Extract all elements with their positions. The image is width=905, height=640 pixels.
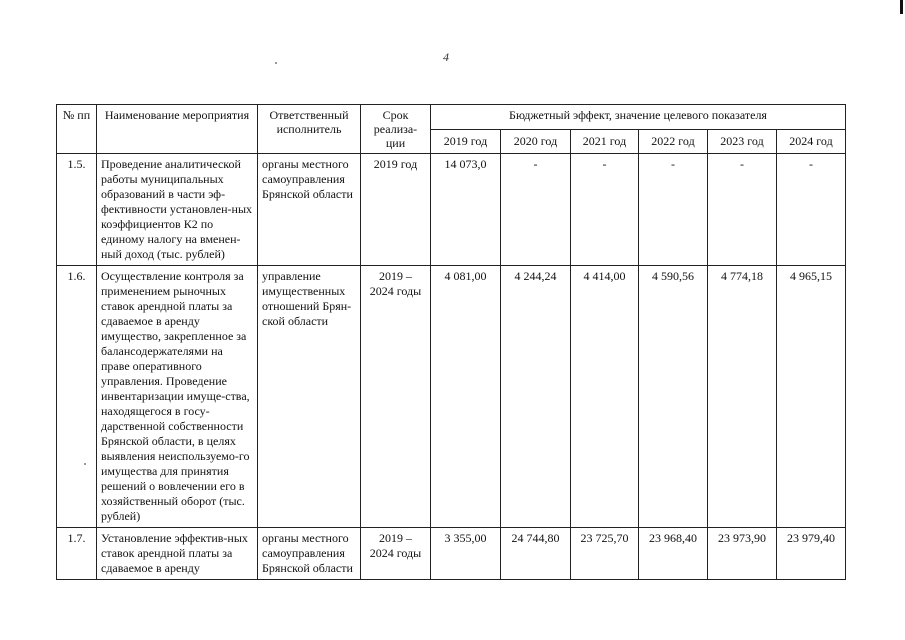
row-num: 1.7. bbox=[57, 528, 97, 580]
header-row bbox=[57, 105, 846, 130]
row-value: 23 725,70 bbox=[571, 528, 639, 580]
row-value: 3 355,00 bbox=[431, 528, 501, 580]
row-value: 4 590,56 bbox=[639, 266, 708, 528]
row-executor: управление имущественных отношений Брян-ской области bbox=[258, 266, 361, 528]
header-year: 2021 год bbox=[571, 129, 639, 154]
header-year: 2024 год bbox=[777, 129, 846, 154]
row-name: Установление эффектив-ных ставок арендной платы за сдаваемое в аренду bbox=[97, 528, 258, 580]
row-term: 2019 год bbox=[361, 154, 431, 266]
row-executor: органы местного самоуправления Брянской области bbox=[258, 528, 361, 580]
header-year: 2020 год bbox=[501, 129, 571, 154]
header-year: 2019 год bbox=[431, 129, 501, 154]
header-year: 2022 год bbox=[639, 129, 708, 154]
row-name: Проведение аналитической работы муниципальных образований в части эф-фективности установлен-ных коэффициентов К2 по единому налогу на вменен-ный доход (тыс. рублей) bbox=[97, 154, 258, 266]
row-value: 4 774,18 bbox=[708, 266, 777, 528]
row-num: 1.6. bbox=[57, 266, 97, 528]
row-executor: органы местного самоуправления Брянской области bbox=[258, 154, 361, 266]
row-value: - bbox=[708, 154, 777, 266]
budget-effect-table bbox=[56, 104, 846, 580]
row-value: - bbox=[501, 154, 571, 266]
row-value: 24 744,80 bbox=[501, 528, 571, 580]
table-row bbox=[57, 528, 846, 580]
header-budget-effect: Бюджетный эффект, значение целевого показателя bbox=[431, 105, 846, 130]
row-value: 4 414,00 bbox=[571, 266, 639, 528]
row-value: 4 081,00 bbox=[431, 266, 501, 528]
page-number: 4 bbox=[443, 50, 449, 64]
row-value: 4 965,15 bbox=[777, 266, 846, 528]
row-name: Осуществление контроля за применением рыночных ставок арендной платы за сдаваемое в аренду имущество, закрепленное за балансодержателями на праве оперативного управления. Проведение инвентаризации имуще-ства, находящегося в госу-дарственной собственности Брянской области, в целях выявления неиспользуемо-го имущества для принятия решений о вовлечении его в хозяйственный оборот (тыс. рублей) bbox=[97, 266, 258, 528]
table-row bbox=[57, 266, 846, 528]
header-executor: Ответственный исполнитель bbox=[258, 105, 361, 154]
row-term: 2019 – 2024 годы bbox=[361, 266, 431, 528]
header-term: Срок реализа-ции bbox=[361, 105, 431, 154]
table-row bbox=[57, 154, 846, 266]
row-term: 2019 – 2024 годы bbox=[361, 528, 431, 580]
row-value: 4 244,24 bbox=[501, 266, 571, 528]
row-value: 14 073,0 bbox=[431, 154, 501, 266]
row-value: 23 973,90 bbox=[708, 528, 777, 580]
header-name: Наименование мероприятия bbox=[97, 105, 258, 154]
row-value: - bbox=[571, 154, 639, 266]
row-value: 23 968,40 bbox=[639, 528, 708, 580]
header-year: 2023 год bbox=[708, 129, 777, 154]
header-num: № пп bbox=[57, 105, 97, 154]
scan-speck bbox=[275, 62, 277, 64]
row-value: 23 979,40 bbox=[777, 528, 846, 580]
row-value: - bbox=[639, 154, 708, 266]
row-value: - bbox=[777, 154, 846, 266]
scan-edge-mark bbox=[900, 0, 903, 14]
row-num: 1.5. bbox=[57, 154, 97, 266]
